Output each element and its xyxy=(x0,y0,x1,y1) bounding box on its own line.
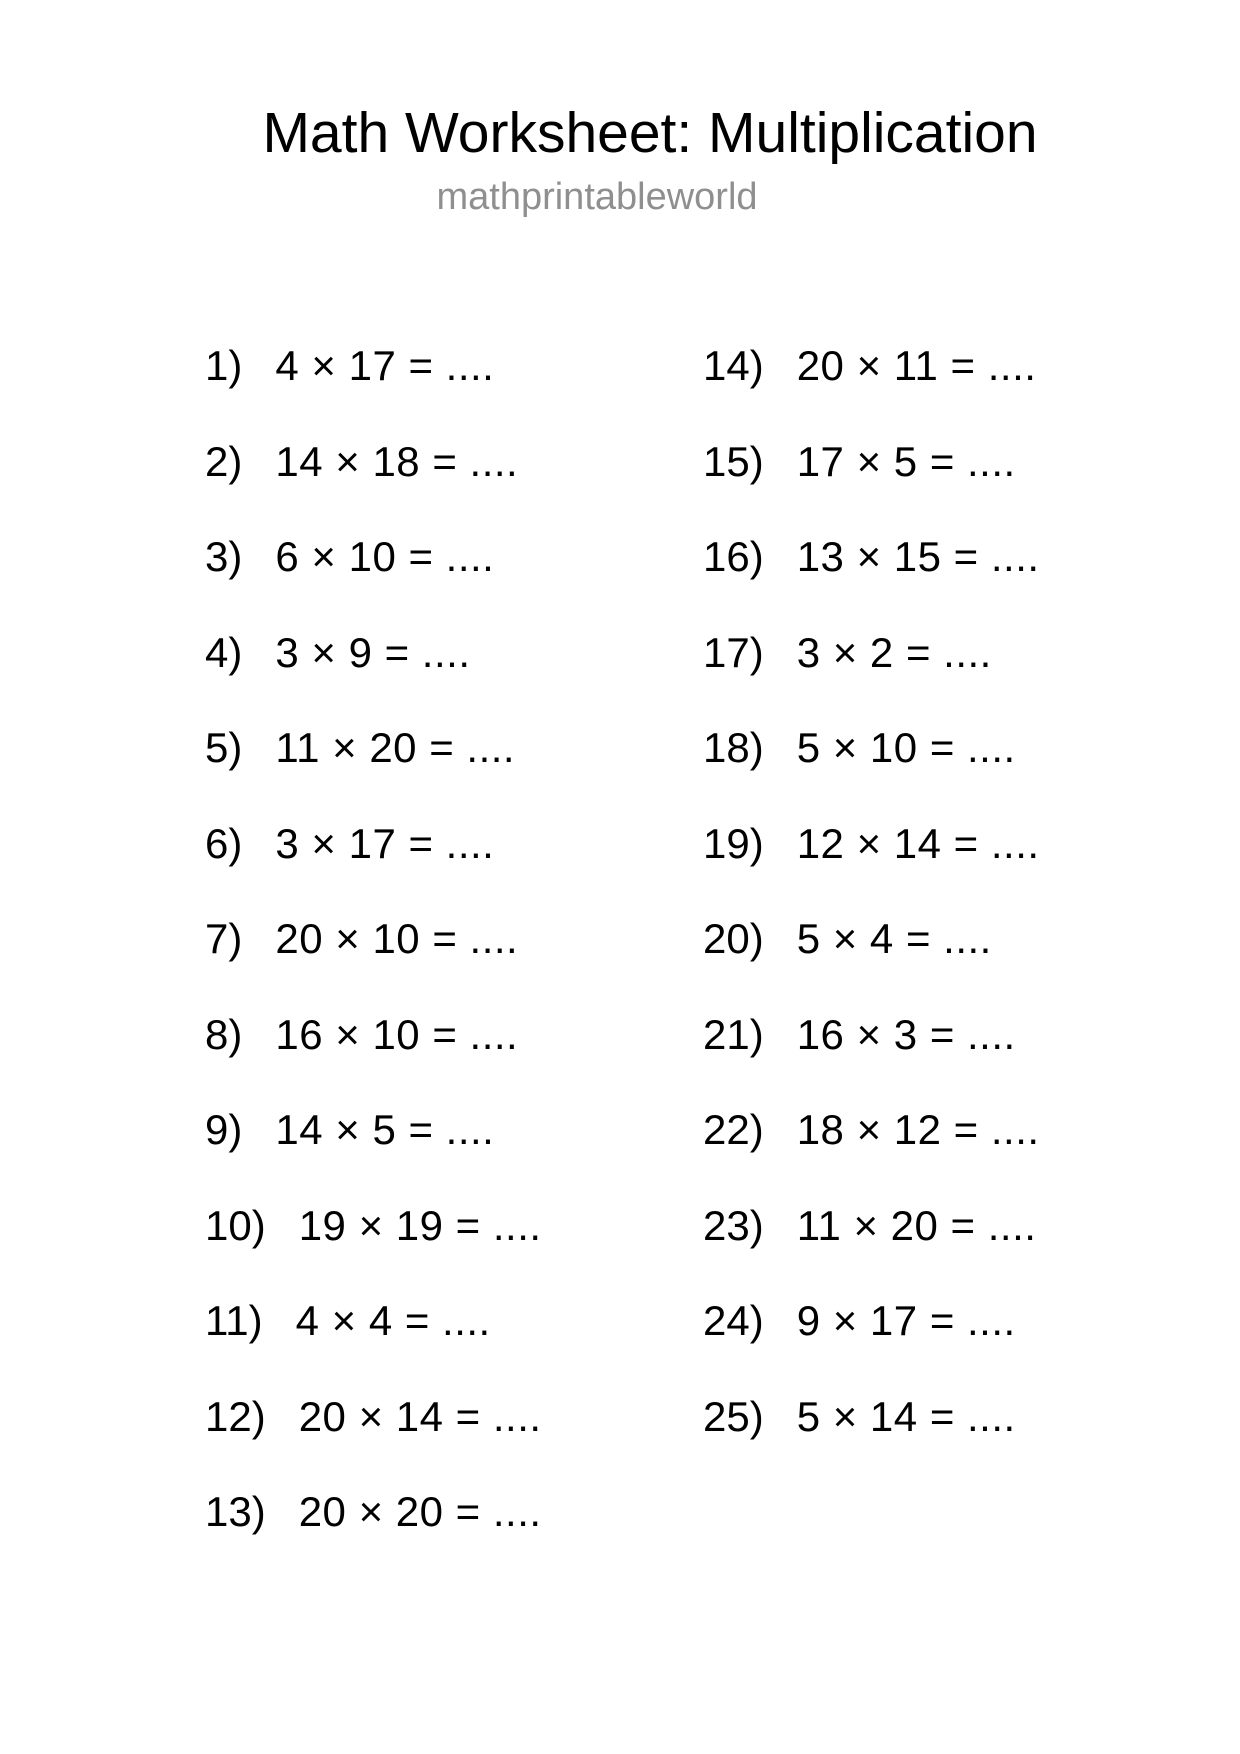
problem-row xyxy=(205,1178,542,1274)
problem-number: 16) xyxy=(703,533,764,580)
problem-row xyxy=(205,1464,542,1560)
problem-number: 23) xyxy=(703,1201,764,1249)
problem-row xyxy=(205,605,542,701)
problem-row xyxy=(205,318,542,414)
problem-expression: 18 × 12 = .... xyxy=(796,1106,1040,1153)
problem-row xyxy=(703,1369,1040,1465)
problem-expression: 20 × 10 = .... xyxy=(275,915,519,962)
problem-number: 10) xyxy=(205,1201,266,1249)
problem-row xyxy=(205,1082,542,1178)
problem-row xyxy=(205,1273,542,1369)
problem-expression: 5 × 10 = .... xyxy=(796,724,1016,771)
problem-expression: 6 × 10 = .... xyxy=(275,533,495,580)
problem-number: 4) xyxy=(205,628,243,676)
problem-number: 22) xyxy=(703,1106,764,1153)
problem-row xyxy=(205,987,542,1083)
problem-expression: 20 × 20 = .... xyxy=(298,1488,542,1535)
problem-number: 6) xyxy=(205,819,243,867)
problem-row xyxy=(205,509,542,605)
problem-number: 12) xyxy=(205,1392,266,1440)
problem-number: 20) xyxy=(703,915,764,962)
problem-expression: 12 × 14 = .... xyxy=(796,819,1040,867)
problem-number: 5) xyxy=(205,724,243,771)
problem-row xyxy=(703,414,1040,510)
problem-expression: 5 × 4 = .... xyxy=(796,915,992,962)
problem-row xyxy=(703,605,1040,701)
problem-expression: 4 × 17 = .... xyxy=(275,342,495,389)
problem-row xyxy=(703,700,1040,796)
problem-number: 17) xyxy=(703,628,764,676)
problem-expression: 14 × 18 = .... xyxy=(275,437,519,485)
problem-number: 14) xyxy=(703,342,764,389)
problem-expression: 5 × 14 = .... xyxy=(796,1392,1016,1440)
problem-expression: 11 × 20 = .... xyxy=(275,724,516,771)
problem-expression: 20 × 14 = .... xyxy=(298,1392,542,1440)
problem-expression: 4 × 4 = .... xyxy=(295,1297,491,1344)
problem-number: 1) xyxy=(205,342,243,389)
problem-row xyxy=(205,414,542,510)
problem-number: 21) xyxy=(703,1010,764,1058)
problem-row xyxy=(205,891,542,987)
problem-expression: 13 × 15 = .... xyxy=(796,533,1040,580)
problem-expression: 14 × 5 = .... xyxy=(275,1106,495,1153)
problem-expression: 11 × 20 = .... xyxy=(796,1201,1037,1249)
problem-row xyxy=(205,796,542,892)
problem-row xyxy=(703,1082,1040,1178)
problem-number: 13) xyxy=(205,1488,266,1535)
problem-row xyxy=(205,700,542,796)
problem-number: 7) xyxy=(205,915,243,962)
problem-number: 19) xyxy=(703,819,764,867)
problem-number: 24) xyxy=(703,1297,764,1344)
problem-expression: 16 × 10 = .... xyxy=(275,1010,519,1058)
page-title: Math Worksheet: Multiplication xyxy=(262,101,1038,165)
problem-expression: 19 × 19 = .... xyxy=(298,1201,542,1249)
problem-row xyxy=(703,1178,1040,1274)
problem-expression: 3 × 17 = .... xyxy=(275,819,495,867)
problem-row xyxy=(703,891,1040,987)
problem-expression: 17 × 5 = .... xyxy=(796,437,1016,485)
problem-number: 3) xyxy=(205,533,243,580)
problem-number: 9) xyxy=(205,1106,243,1153)
problem-expression: 16 × 3 = .... xyxy=(796,1010,1016,1058)
problems-column-right xyxy=(703,318,1040,1464)
problem-row xyxy=(703,509,1040,605)
problem-expression: 3 × 9 = .... xyxy=(275,628,471,676)
problem-expression: 9 × 17 = .... xyxy=(796,1297,1016,1344)
problem-number: 18) xyxy=(703,724,764,771)
page-subtitle: mathprintableworld xyxy=(436,176,758,218)
problem-number: 11) xyxy=(205,1297,263,1344)
problem-row xyxy=(703,796,1040,892)
problem-expression: 20 × 11 = .... xyxy=(796,342,1037,389)
problem-number: 25) xyxy=(703,1392,764,1440)
problem-row xyxy=(703,1273,1040,1369)
problem-number: 2) xyxy=(205,437,243,485)
problem-row xyxy=(703,318,1040,414)
problem-number: 15) xyxy=(703,437,764,485)
problem-number: 8) xyxy=(205,1010,243,1058)
problem-row xyxy=(703,987,1040,1083)
problem-row xyxy=(205,1369,542,1465)
problem-expression: 3 × 2 = .... xyxy=(796,628,992,676)
problems-column-left xyxy=(205,318,542,1560)
